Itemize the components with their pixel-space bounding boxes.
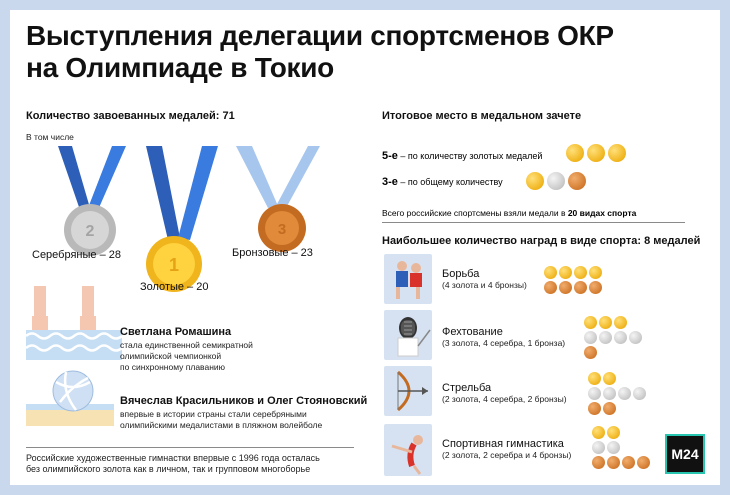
sports-count-note: Всего российские спортсмены взяли медали в 20 видах спорта [382,208,637,218]
sport-detail-fencing: (3 золота, 4 серебра, 1 бронза) [442,338,566,348]
person2-desc: впервые в истории страны стали серебряными олимпийскими медалистами в пляжном волейболе [120,409,323,430]
silver-coin-icon [547,172,565,190]
gold-coin-icon [526,172,544,190]
sport-name-wrestling: Борьба [442,268,480,280]
place2-line: 3-е – по общему количеству [382,176,503,188]
footer-divider [26,447,354,448]
archery-icon [384,366,432,416]
sport-name-gymnastics: Спортивная гимнастика [442,438,564,450]
gold-count-label: Золотые – 20 [140,281,209,293]
sport-name-shooting: Стрельба [442,382,492,394]
wrestling-coins [544,266,606,294]
including-label: В том числе [26,132,74,142]
person1-name: Светлана Ромашина [120,326,232,338]
medals-illustration [50,146,320,296]
sport-name-fencing: Фехтование [442,326,503,338]
bronze-count-label: Бронзовые – 23 [232,247,313,259]
medals-total-label: Количество завоеванных медалей: 71 [26,110,235,122]
silver-count-label: Серебряные – 28 [32,249,121,261]
gold-coin-icon [608,144,626,162]
gymnastics-icon [384,424,432,476]
svg-text:2: 2 [85,223,95,240]
gold-coin-icon [566,144,584,162]
page-title: Выступления делегации спортсменов ОКР на Олимпиаде в Токио [26,20,614,83]
wrestling-icon [384,254,432,304]
fencing-icon [384,310,432,360]
synchro-swimming-icon [26,280,122,360]
svg-text:3: 3 [277,221,287,238]
shooting-coins [588,372,650,415]
beach-volleyball-icon [26,368,114,426]
top-sports-header: Наибольшее количество наград в виде спорта: 8 медалей [382,235,701,247]
place2-coins [526,172,586,190]
sport-detail-gymnastics: (2 золота, 2 серебра и 4 бронзы) [442,450,572,460]
sport-detail-shooting: (2 золота, 4 серебра, 2 бронзы) [442,394,567,404]
infographic-card [10,10,720,485]
bronze-coin-icon [568,172,586,190]
svg-text:1: 1 [168,255,180,275]
m24-logo: M24 [665,434,705,474]
gold-coin-icon [587,144,605,162]
gymnastics-coins [592,426,654,469]
person2-name: Вячеслав Красильников и Олег Стояновский [120,395,368,407]
sport-detail-wrestling: (4 золота и 4 бронзы) [442,280,527,290]
person1-desc: стала единственной семикратной олимпийской чемпионкой по синхронному плаванию [120,340,253,372]
place-header: Итоговое место в медальном зачете [382,110,582,122]
right-divider [382,222,685,223]
footer-note: Российские художественные гимнастки впервые с 1996 года осталась без олимпийского золота как в личном, так и групповом многоборье [26,453,320,474]
fencing-coins [584,316,646,359]
place1-coins [566,144,626,162]
place1-line: 5-е – по количеству золотых медалей [382,150,543,162]
